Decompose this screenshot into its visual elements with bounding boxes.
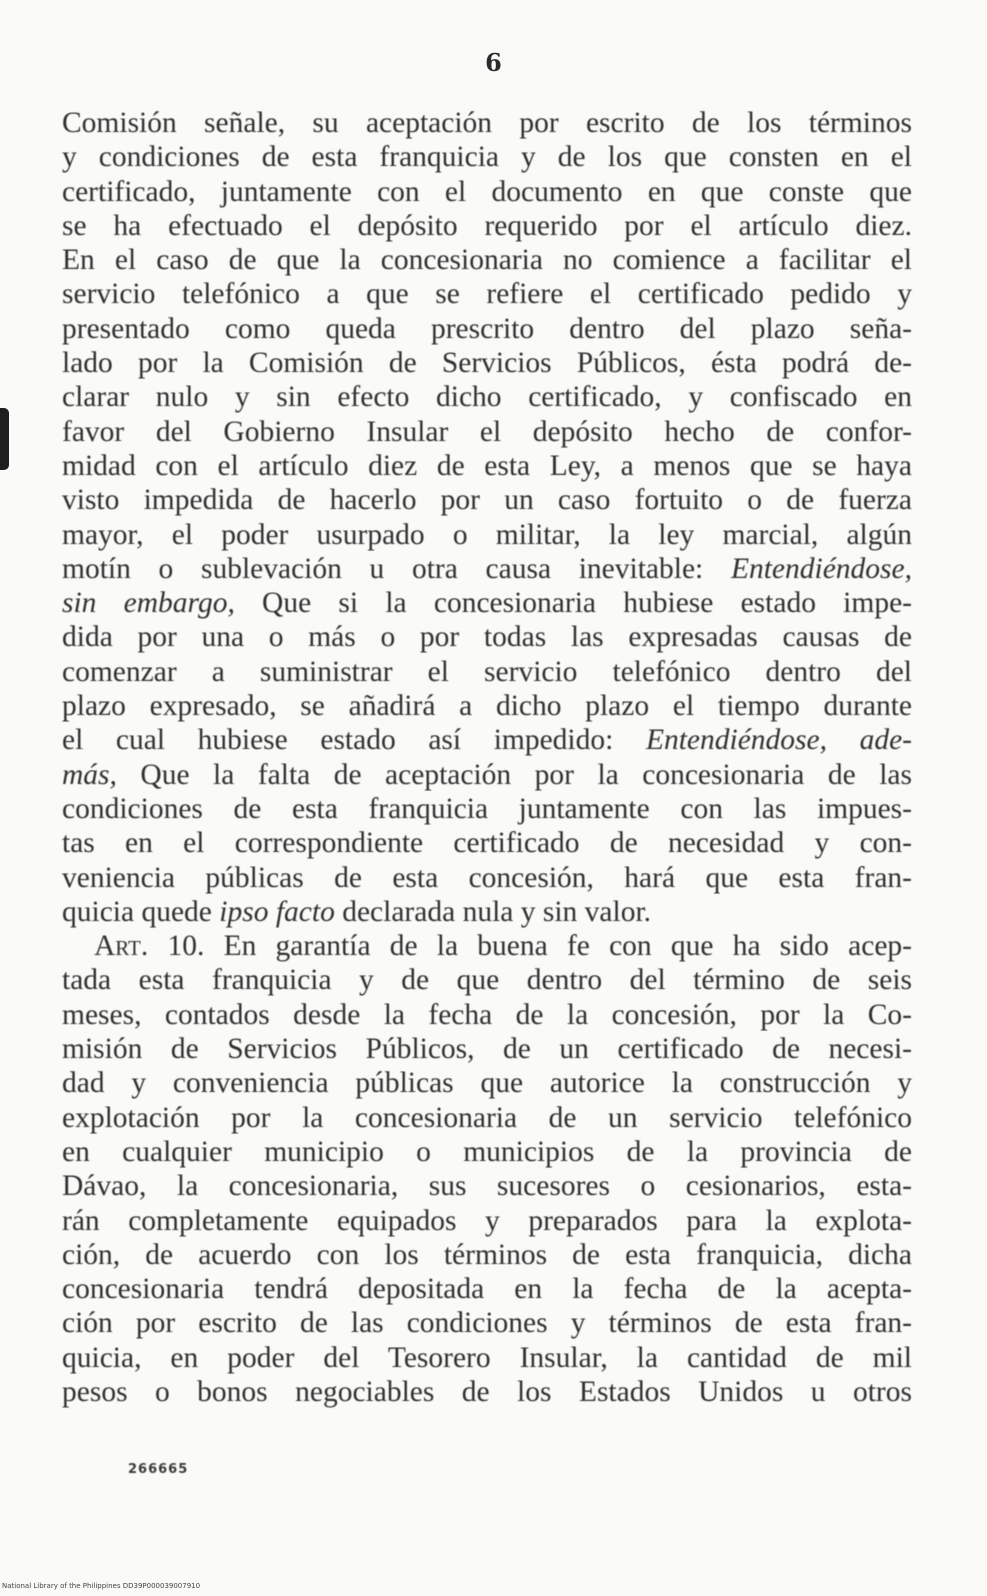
text-line: quicia quede ipso facto declarada nula y sin valor. xyxy=(62,895,652,928)
italic-text: Entendiéndose, ade- xyxy=(645,724,913,757)
italic-text: sin embargo, xyxy=(62,587,235,620)
text-line: se ha efectuado el depósito requerido por el artículo diez. xyxy=(62,209,912,242)
text-line: explotación por la concesionaria de un servicio telefónico xyxy=(62,1101,912,1134)
text-line: pesos o bonos negociables de los Estados Unidos u otros xyxy=(62,1375,912,1408)
text-line: dida por una o más o por todas las expresadas causas de xyxy=(62,621,912,654)
italic-text: Entendiéndose, xyxy=(730,552,912,585)
text-line: clarar nulo y sin efecto dicho certificado, y confiscado en xyxy=(62,381,912,414)
text-line: certificado, juntamente con el documento en que conste que xyxy=(62,175,912,208)
text-line: motín o sublevación u otra causa inevitable: Entendiéndose, xyxy=(62,552,912,585)
text-line: quicia, en poder del Tesorero Insular, la cantidad de mil xyxy=(62,1341,912,1374)
text-line: mayor, el poder usurpado o militar, la ley marcial, algún xyxy=(62,518,912,551)
text-line: tas en el correspondiente certificado de necesidad y con- xyxy=(62,827,912,860)
text-line: lado por la Comisión de Servicios Públicos, ésta podrá de- xyxy=(62,347,912,380)
text-line: tada esta franquicia y de que dentro del término de seis xyxy=(62,964,912,997)
text-line: veniencia públicas de esta concesión, hará que esta fran- xyxy=(62,861,912,894)
text-line: midad con el artículo diez de esta Ley, a menos que se haya xyxy=(62,449,912,482)
article-heading-line: Art. 10. En garantía de la buena fe con que ha sido acep- xyxy=(94,930,912,963)
text-line: en cualquier municipio o municipios de la provincia de xyxy=(62,1135,912,1168)
text-line: presentado como queda prescrito dentro del plazo seña- xyxy=(62,312,912,345)
text-line: plazo expresado, se añadirá a dicho plazo el tiempo durante xyxy=(62,690,912,723)
text-line: y condiciones de esta franquicia y de los que consten en el xyxy=(62,141,912,174)
article-label: Art. xyxy=(94,930,149,963)
italic-text: más, xyxy=(62,758,117,791)
text-line: ción, de acuerdo con los términos de esta franquicia, dicha xyxy=(62,1238,912,1271)
text-line: meses, contados desde la fecha de la concesión, por la Co- xyxy=(62,998,912,1031)
text-line: Comisión señale, su aceptación por escrito de los términos xyxy=(62,107,912,139)
text-line: favor del Gobierno Insular el depósito hecho de confor- xyxy=(62,415,912,448)
text-line: sin embargo, Que si la concesionaria hubiese estado impe- xyxy=(62,587,912,620)
text-line: más, Que la falta de aceptación por la concesionaria de las xyxy=(62,758,912,791)
text-line: En el caso de que la concesionaria no comience a facilitar el xyxy=(62,244,912,277)
print-code: 266665 xyxy=(128,1462,189,1477)
body-text xyxy=(62,106,912,1409)
text-line: Dávao, la concesionaria, sus sucesores o cesionarios, esta- xyxy=(62,1170,912,1203)
binding-mark xyxy=(0,408,9,470)
italic-text: ipso facto xyxy=(219,895,335,928)
text-line: concesionaria tendrá depositada en la fecha de la acepta- xyxy=(62,1273,912,1306)
text-line: ción por escrito de las condiciones y términos de esta fran- xyxy=(62,1307,912,1340)
text-line: el cual hubiese estado así impedido: Entendiéndose, ade- xyxy=(62,724,913,757)
text-line: condiciones de esta franquicia juntamente con las impues- xyxy=(62,792,912,825)
footer-credit: National Library of the Philippines DD39P000039007910 xyxy=(2,1582,201,1590)
text-line: comenzar a suministrar el servicio telefónico dentro del xyxy=(62,655,912,688)
text-line: visto impedida de hacerlo por un caso fortuito o de fuerza xyxy=(62,484,912,517)
text-line: rán completamente equipados y preparados para la explota- xyxy=(62,1204,912,1237)
page-number: 6 xyxy=(485,48,502,77)
text-line: servicio telefónico a que se refiere el certificado pedido y xyxy=(62,278,912,311)
text-line: misión de Servicios Públicos, de un certificado de necesi- xyxy=(62,1033,912,1066)
text-line: dad y conveniencia públicas que autorice la construcción y xyxy=(62,1067,912,1100)
